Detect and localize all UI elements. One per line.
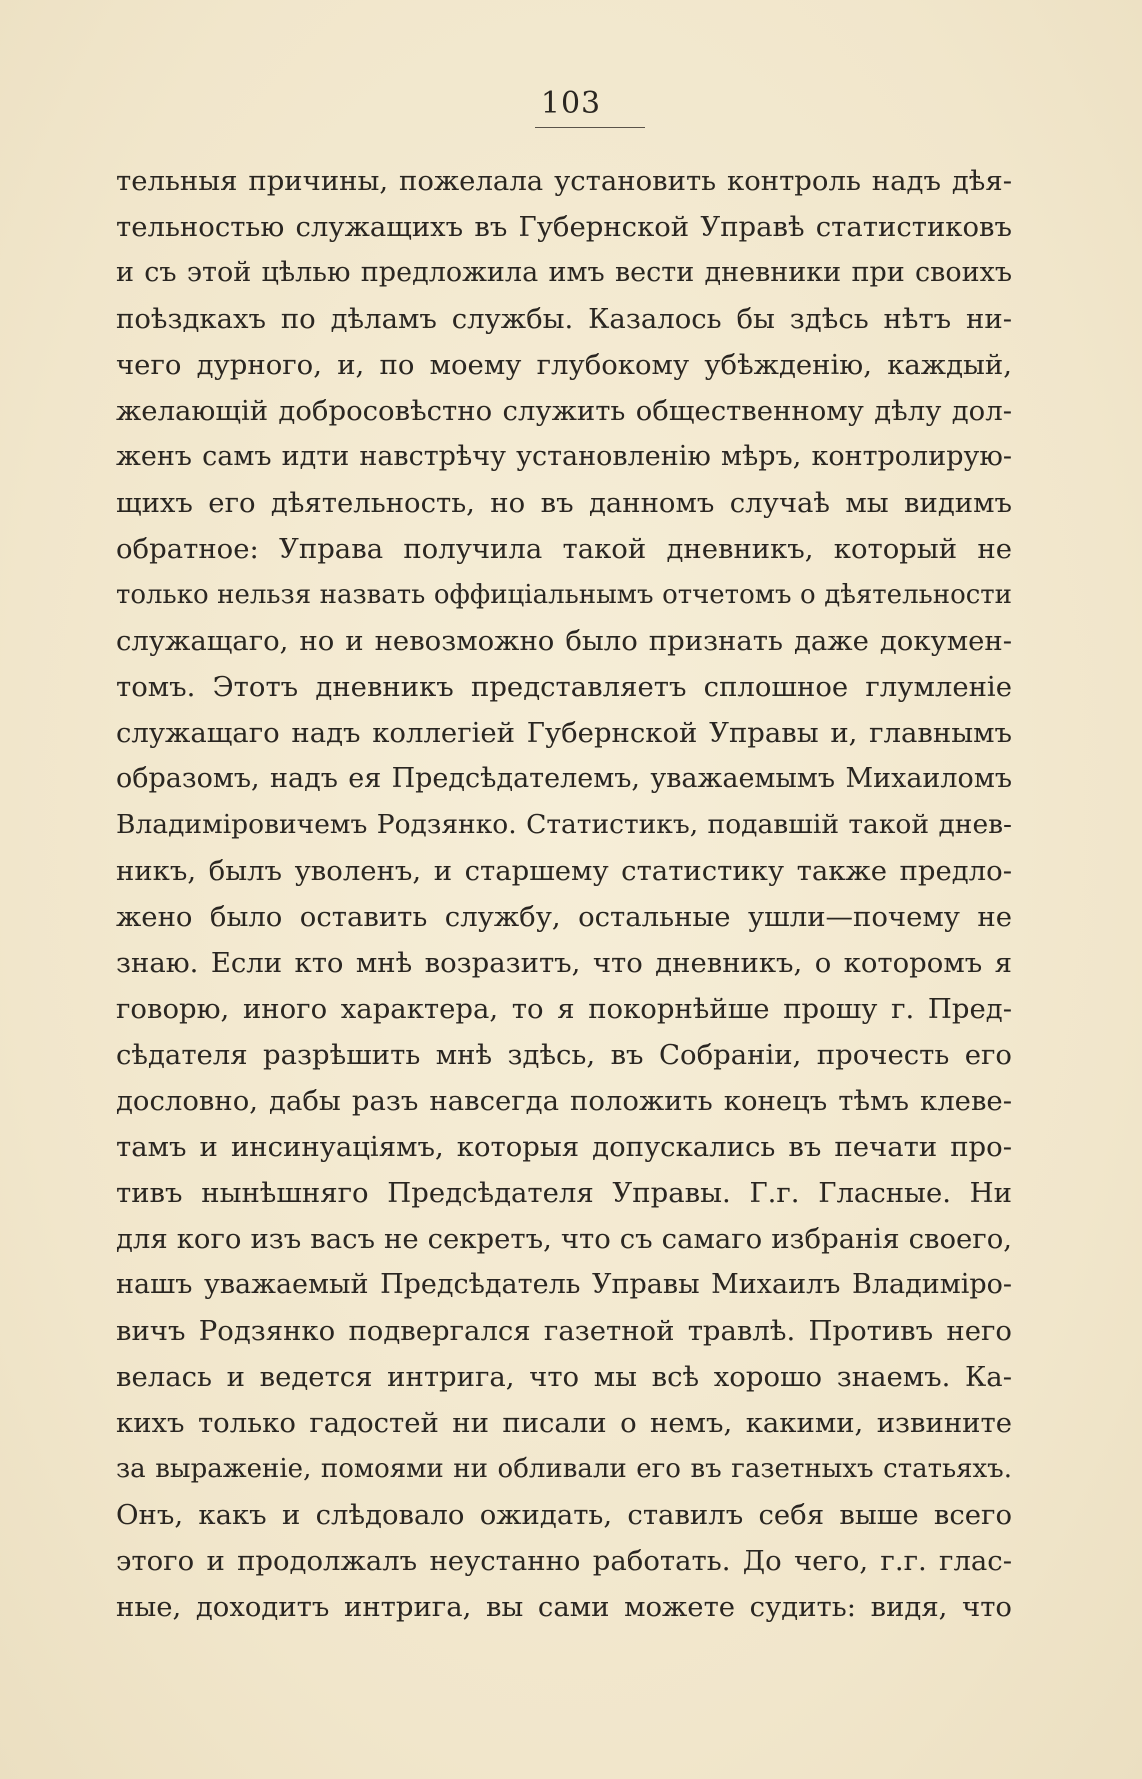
text-line: тельныя причины, пожелала установить контроль надъ дѣя- bbox=[116, 165, 1012, 197]
text-line: тивъ нынѣшняго Предсѣдателя Управы. Г.г. Гласные. Ни bbox=[116, 1177, 1012, 1209]
text-line: женъ самъ идти навстрѣчу установленію мѣръ, контролирую- bbox=[116, 441, 1012, 472]
text-line: никъ, былъ уволенъ, и старшему статистику также предло- bbox=[116, 855, 1012, 887]
text-line: вичъ Родзянко подвергался газетной травлѣ. Противъ него bbox=[116, 1315, 1012, 1347]
text-line: говорю, иного характера, то я покорнѣйше прошу г. Пред- bbox=[116, 993, 1012, 1025]
text-line: за выраженіе, помоями ни обливали его въ газетныхъ статьяхъ. bbox=[116, 1454, 1012, 1484]
text-line: велась и ведется интрига, что мы всѣ хорошо знаемъ. Ка- bbox=[116, 1361, 1012, 1393]
text-line: знаю. Если кто мнѣ возразитъ, что дневникъ, о которомъ я bbox=[116, 947, 1012, 979]
text-line: тельностью служащихъ въ Губернской Управѣ статистиковъ bbox=[116, 211, 1012, 243]
text-line: дословно, дабы разъ навсегда положить конецъ тѣмъ клеве- bbox=[116, 1085, 1012, 1117]
header-rule bbox=[535, 127, 645, 128]
text-line: нашъ уважаемый Предсѣдатель Управы Михаилъ Владиміро- bbox=[116, 1269, 1012, 1300]
page-number: 103 bbox=[540, 86, 602, 121]
text-line: только нельзя назвать оффиціальнымъ отчетомъ о дѣятельности bbox=[116, 580, 1012, 610]
text-line: этого и продолжалъ неустанно работать. До чего, г.г. глас- bbox=[116, 1545, 1012, 1577]
text-line: щихъ его дѣятельность, но въ данномъ случаѣ мы видимъ bbox=[116, 487, 1012, 519]
text-line: желающій добросовѣстно служить общественному дѣлу дол- bbox=[116, 395, 1012, 427]
text-line: образомъ, надъ ея Предсѣдателемъ, уважаемымъ Михаиломъ bbox=[116, 763, 1012, 794]
text-line: поѣздкахъ по дѣламъ службы. Казалось бы здѣсь нѣтъ ни- bbox=[116, 303, 1012, 335]
text-line: кихъ только гадостей ни писали о немъ, какими, извините bbox=[116, 1407, 1012, 1439]
text-line: и съ этой цѣлью предложила имъ вести дневники при своихъ bbox=[116, 257, 1012, 288]
text-line: для кого изъ васъ не секретъ, что съ самаго избранія своего, bbox=[116, 1223, 1012, 1255]
text-line: обратное: Управа получила такой дневникъ, который не bbox=[116, 533, 1012, 565]
body-text bbox=[116, 158, 1012, 1630]
text-line: жено было оставить службу, остальные ушли—почему не bbox=[116, 901, 1012, 933]
text-line: ные, доходитъ интрига, вы сами можете судить: видя, что bbox=[116, 1591, 1012, 1623]
text-line: Владиміровичемъ Родзянко. Статистикъ, подавшій такой днев- bbox=[116, 809, 1012, 840]
text-line: тамъ и инсинуаціямъ, которыя допускались въ печати про- bbox=[116, 1131, 1012, 1163]
text-line: чего дурного, и, по моему глубокому убѣжденію, каждый, bbox=[116, 349, 1012, 381]
text-line: Онъ, какъ и слѣдовало ожидать, ставилъ себя выше всего bbox=[116, 1499, 1012, 1531]
text-line: томъ. Этотъ дневникъ представляетъ сплошное глумленіе bbox=[116, 671, 1012, 703]
text-line: служащаго, но и невозможно было признать даже докумен- bbox=[116, 625, 1012, 657]
text-line: сѣдателя разрѣшить мнѣ здѣсь, въ Собраніи, прочесть его bbox=[116, 1039, 1012, 1071]
text-line: служащаго надъ коллегіей Губернской Управы и, главнымъ bbox=[116, 717, 1012, 749]
